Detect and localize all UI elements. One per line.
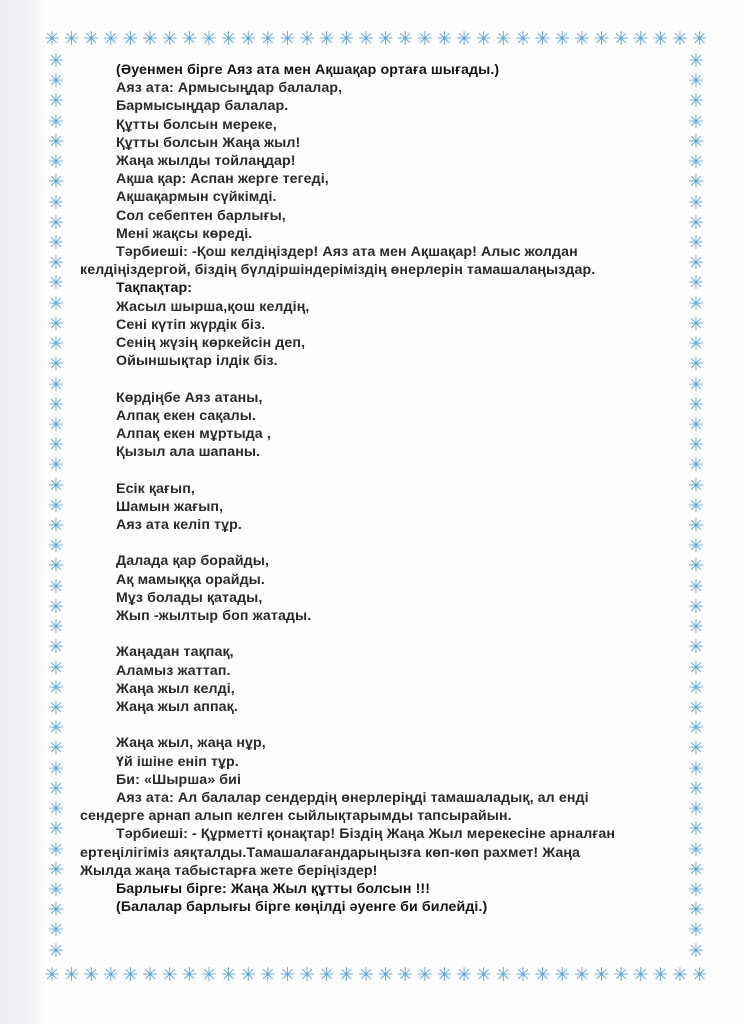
snowflake-icon: ✳	[48, 171, 64, 194]
snowflake-icon: ✳	[688, 676, 704, 699]
snowflake-icon: ✳	[397, 964, 414, 986]
snowflake-border-left	[46, 52, 66, 960]
snowflake-icon: ✳	[161, 28, 178, 50]
verse-line: Ақ мамыққа орайды.	[116, 571, 265, 588]
snowflake-icon: ✳	[534, 28, 551, 50]
snowflake-border-right	[686, 52, 706, 960]
stanza-gap	[80, 625, 680, 643]
snowflake-icon: ✳	[688, 494, 704, 517]
verse-line: Сені күтіп жүрдік біз.	[116, 316, 266, 333]
snowflake-icon: ✳	[201, 28, 217, 50]
snowflake-icon: ✳	[688, 757, 704, 780]
snowflake-icon: ✳	[122, 964, 139, 986]
snowflake-icon: ✳	[48, 454, 64, 477]
text-line: Жылда жаңа табыстарға жете беріңіздер!	[80, 862, 378, 879]
snowflake-icon: ✳	[83, 28, 100, 50]
snowflake-icon: ✳	[48, 494, 64, 517]
script-text	[80, 61, 680, 916]
snowflake-icon: ✳	[48, 474, 64, 497]
snowflake-icon: ✳	[672, 28, 688, 50]
snowflake-icon: ✳	[63, 964, 80, 986]
snowflake-icon: ✳	[688, 535, 704, 558]
snowflake-icon: ✳	[48, 312, 64, 335]
stanza-gap	[80, 461, 680, 479]
snowflake-icon: ✳	[181, 28, 198, 50]
snowflake-icon: ✳	[142, 28, 159, 50]
snowflake-icon: ✳	[688, 231, 704, 254]
snowflake-icon: ✳	[358, 964, 374, 986]
snowflake-icon: ✳	[48, 919, 64, 942]
snowflake-icon: ✳	[573, 964, 590, 986]
snowflake-icon: ✳	[688, 595, 704, 618]
text-line: Тәрбиеші: -Қош келдіңіздер! Аяз ата мен Ақшақар! Алыс жолдан	[116, 244, 578, 261]
verse-line: Жасыл шырша,қош келдің,	[116, 298, 310, 315]
snowflake-icon: ✳	[48, 353, 64, 376]
snowflake-icon: ✳	[688, 373, 704, 396]
text-line: Жаңа жылды тойлаңдар!	[116, 153, 296, 170]
snowflake-icon: ✳	[416, 28, 433, 50]
verse-line: Есік қағып,	[116, 480, 195, 497]
snowflake-icon: ✳	[48, 50, 64, 72]
snowflake-icon: ✳	[48, 818, 64, 841]
snowflake-icon: ✳	[377, 28, 394, 50]
snowflake-icon: ✳	[279, 964, 296, 986]
snowflake-icon: ✳	[688, 333, 704, 356]
snowflake-icon: ✳	[632, 28, 649, 50]
dance-line: Би: «Шырша» биі	[116, 771, 241, 788]
snowflake-icon: ✳	[299, 964, 316, 986]
snowflake-icon: ✳	[48, 231, 64, 254]
text-line: Барлығы бірге: Жаңа Жыл құтты болсын !!!	[116, 881, 431, 898]
snowflake-icon: ✳	[48, 595, 64, 618]
snowflake-icon: ✳	[142, 964, 159, 986]
text-line: Бармысыңдар балалар.	[116, 98, 289, 115]
snowflake-icon: ✳	[688, 878, 704, 901]
snowflake-icon: ✳	[688, 939, 704, 962]
snowflake-icon: ✳	[48, 393, 64, 416]
snowflake-icon: ✳	[688, 272, 704, 295]
snowflake-icon: ✳	[181, 964, 198, 986]
snowflake-icon: ✳	[48, 939, 64, 962]
snowflake-icon: ✳	[593, 28, 610, 50]
snowflake-icon: ✳	[515, 28, 531, 50]
snowflake-icon: ✳	[338, 964, 355, 986]
snowflake-icon: ✳	[495, 28, 512, 50]
snowflake-icon: ✳	[688, 130, 704, 153]
snowflake-icon: ✳	[691, 964, 708, 986]
snowflake-icon: ✳	[515, 964, 531, 986]
snowflake-icon: ✳	[688, 70, 704, 93]
snowflake-icon: ✳	[220, 28, 237, 50]
snowflake-icon: ✳	[48, 70, 64, 93]
snowflake-icon: ✳	[688, 919, 704, 942]
snowflake-icon: ✳	[688, 656, 704, 679]
snowflake-icon: ✳	[652, 28, 669, 50]
text-line: Тәрбиеші: - Құрметті қонақтар! Біздің Жаңа Жыл мерекесіне арналған	[116, 826, 616, 843]
snowflake-icon: ✳	[688, 353, 704, 376]
binding-shadow	[0, 0, 44, 1024]
snowflake-icon: ✳	[48, 373, 64, 396]
snowflake-icon: ✳	[48, 252, 64, 275]
snowflake-icon: ✳	[48, 697, 64, 719]
verse-line: Далада қар борайды,	[116, 553, 270, 570]
snowflake-icon: ✳	[688, 171, 704, 194]
snowflake-icon: ✳	[688, 151, 704, 174]
verse-line: Шамын жағып,	[116, 498, 224, 515]
snowflake-icon: ✳	[573, 28, 590, 50]
text-line: ертеңілігіміз аяқталды.Тамашалағандарыңызға көп-көп рахмет! Жаңа	[80, 844, 581, 861]
snowflake-icon: ✳	[48, 292, 64, 315]
snowflake-icon: ✳	[48, 737, 64, 760]
snowflake-icon: ✳	[688, 312, 704, 335]
snowflake-icon: ✳	[475, 28, 492, 50]
snowflake-icon: ✳	[397, 28, 414, 50]
snowflake-icon: ✳	[201, 964, 217, 986]
text-line: Аяз ата: Армысыңдар балалар,	[116, 80, 343, 97]
snowflake-icon: ✳	[688, 191, 704, 214]
verse-line: Жаңадан тақпақ,	[116, 644, 234, 661]
snowflake-icon: ✳	[688, 50, 704, 72]
snowflake-icon: ✳	[475, 964, 492, 986]
snowflake-icon: ✳	[48, 555, 64, 578]
snowflake-icon: ✳	[688, 434, 704, 457]
snowflake-icon: ✳	[358, 28, 374, 50]
verse-line: Аламыз жаттап.	[116, 662, 231, 679]
snowflake-icon: ✳	[102, 28, 119, 50]
snowflake-icon: ✳	[48, 676, 64, 699]
snowflake-icon: ✳	[44, 964, 60, 986]
snowflake-icon: ✳	[688, 292, 704, 315]
snowflake-icon: ✳	[688, 697, 704, 719]
snowflake-icon: ✳	[48, 798, 64, 821]
snowflake-icon: ✳	[48, 777, 64, 800]
snowflake-icon: ✳	[688, 413, 704, 436]
snowflake-icon: ✳	[48, 858, 64, 881]
snowflake-icon: ✳	[48, 878, 64, 901]
snowflake-icon: ✳	[220, 964, 237, 986]
snowflake-icon: ✳	[688, 252, 704, 275]
verse-line: Мұз болады қатады,	[116, 589, 263, 606]
snowflake-icon: ✳	[688, 575, 704, 598]
snowflake-icon: ✳	[593, 964, 610, 986]
snowflake-icon: ✳	[613, 964, 630, 986]
snowflake-icon: ✳	[83, 964, 100, 986]
snowflake-icon: ✳	[377, 964, 394, 986]
snowflake-icon: ✳	[48, 515, 64, 538]
snowflake-icon: ✳	[688, 737, 704, 760]
snowflake-icon: ✳	[416, 964, 433, 986]
text-line: Мені жақсы көреді.	[116, 225, 253, 242]
snowflake-icon: ✳	[495, 964, 512, 986]
snowflake-icon: ✳	[688, 454, 704, 477]
snowflake-icon: ✳	[632, 964, 649, 986]
verse-line: Алпақ екен мұртыда ,	[116, 426, 271, 443]
snowflake-border-top	[44, 30, 708, 48]
snowflake-icon: ✳	[436, 964, 453, 986]
stanza-gap	[80, 370, 680, 388]
section-heading: Тақпақтар:	[116, 280, 193, 297]
stanza-gap	[80, 716, 680, 734]
snowflake-icon: ✳	[691, 28, 708, 50]
snowflake-icon: ✳	[688, 393, 704, 416]
snowflake-icon: ✳	[48, 757, 64, 780]
text-line: сендерге арнап алып келген сыйлықтарымды тапсырайын.	[80, 808, 512, 825]
snowflake-icon: ✳	[688, 818, 704, 841]
snowflake-icon: ✳	[688, 636, 704, 659]
snowflake-icon: ✳	[240, 28, 257, 50]
snowflake-icon: ✳	[338, 28, 355, 50]
snowflake-icon: ✳	[240, 964, 257, 986]
stanza-gap	[80, 534, 680, 552]
snowflake-icon: ✳	[48, 90, 64, 113]
snowflake-icon: ✳	[688, 798, 704, 821]
snowflake-icon: ✳	[48, 535, 64, 558]
snowflake-icon: ✳	[63, 28, 80, 50]
snowflake-icon: ✳	[48, 616, 64, 639]
text-line: Ақшақармын сүйкімді.	[116, 189, 277, 206]
verse-line: Жаңа жыл, жаңа нұр,	[116, 735, 266, 752]
snowflake-icon: ✳	[436, 28, 453, 50]
verse-line: Қызыл ала шапаны.	[116, 444, 261, 461]
snowflake-icon: ✳	[688, 211, 704, 234]
verse-line: Үй ішіне еніп тұр.	[116, 753, 239, 770]
snowflake-icon: ✳	[48, 899, 64, 922]
snowflake-icon: ✳	[102, 964, 119, 986]
snowflake-icon: ✳	[554, 28, 571, 50]
snowflake-icon: ✳	[48, 413, 64, 436]
snowflake-icon: ✳	[48, 272, 64, 295]
snowflake-icon: ✳	[688, 515, 704, 538]
snowflake-icon: ✳	[44, 28, 60, 50]
verse-line: Жаңа жыл келді,	[116, 680, 235, 697]
snowflake-icon: ✳	[672, 964, 688, 986]
snowflake-icon: ✳	[48, 333, 64, 356]
verse-line: Жаңа жыл аппақ.	[116, 699, 238, 716]
snowflake-icon: ✳	[48, 110, 64, 133]
text-line: Сол себептен барлығы,	[116, 207, 286, 224]
snowflake-icon: ✳	[259, 964, 276, 986]
snowflake-icon: ✳	[48, 636, 64, 659]
snowflake-icon: ✳	[161, 964, 178, 986]
snowflake-icon: ✳	[48, 191, 64, 214]
snowflake-icon: ✳	[122, 28, 139, 50]
snowflake-icon: ✳	[318, 28, 335, 50]
snowflake-icon: ✳	[688, 90, 704, 113]
snowflake-icon: ✳	[534, 964, 551, 986]
text-line: келдіңіздергой, біздің бүлдіршіндеріміздің өнерлерін тамашалаңыздар.	[80, 262, 596, 279]
snowflake-icon: ✳	[613, 28, 630, 50]
snowflake-icon: ✳	[318, 964, 335, 986]
snowflake-icon: ✳	[48, 575, 64, 598]
stage-direction: (Әуенмен бірге Аяз ата мен Ақшақар ортаға шығады.)	[116, 62, 500, 78]
snowflake-icon: ✳	[688, 474, 704, 497]
snowflake-icon: ✳	[456, 964, 473, 986]
snowflake-icon: ✳	[688, 110, 704, 133]
snowflake-icon: ✳	[259, 28, 276, 50]
text-line: Аяз ата: Ал балалар сендердің өнерлеріңді тамашаладық, ал енді	[116, 790, 589, 807]
snowflake-icon: ✳	[299, 28, 316, 50]
snowflake-icon: ✳	[279, 28, 296, 50]
text-line: Құтты болсын Жаңа жыл!	[116, 134, 301, 151]
verse-line: Жып -жылтыр боп жатады.	[116, 608, 312, 625]
snowflake-icon: ✳	[688, 899, 704, 922]
snowflake-border-bottom	[44, 966, 708, 984]
snowflake-icon: ✳	[688, 838, 704, 861]
snowflake-icon: ✳	[688, 616, 704, 639]
snowflake-icon: ✳	[688, 777, 704, 800]
snowflake-icon: ✳	[48, 151, 64, 174]
snowflake-icon: ✳	[48, 211, 64, 234]
text-line: Ақша қар: Аспан жерге тегеді,	[116, 171, 329, 188]
snowflake-icon: ✳	[688, 717, 704, 740]
snowflake-icon: ✳	[48, 130, 64, 153]
snowflake-icon: ✳	[688, 555, 704, 578]
snowflake-icon: ✳	[652, 964, 669, 986]
verse-line: Ойыншықтар ілдік біз.	[116, 353, 278, 370]
snowflake-icon: ✳	[48, 717, 64, 740]
snowflake-icon: ✳	[688, 858, 704, 881]
stage-direction: (Балалар барлығы бірге көңілді әуенге би билейді.)	[116, 899, 488, 916]
snowflake-icon: ✳	[48, 838, 64, 861]
text-line: Құтты болсын мереке,	[116, 116, 277, 133]
snowflake-icon: ✳	[554, 964, 571, 986]
verse-line: Көрдіңбе Аяз атаны,	[116, 389, 263, 406]
verse-line: Сенің жүзің көркейсін деп,	[116, 335, 306, 352]
verse-line: Алпақ екен сақалы.	[116, 407, 256, 424]
snowflake-icon: ✳	[456, 28, 473, 50]
verse-line: Аяз ата келіп тұр.	[116, 517, 242, 534]
snowflake-icon: ✳	[48, 656, 64, 679]
snowflake-icon: ✳	[48, 434, 64, 457]
